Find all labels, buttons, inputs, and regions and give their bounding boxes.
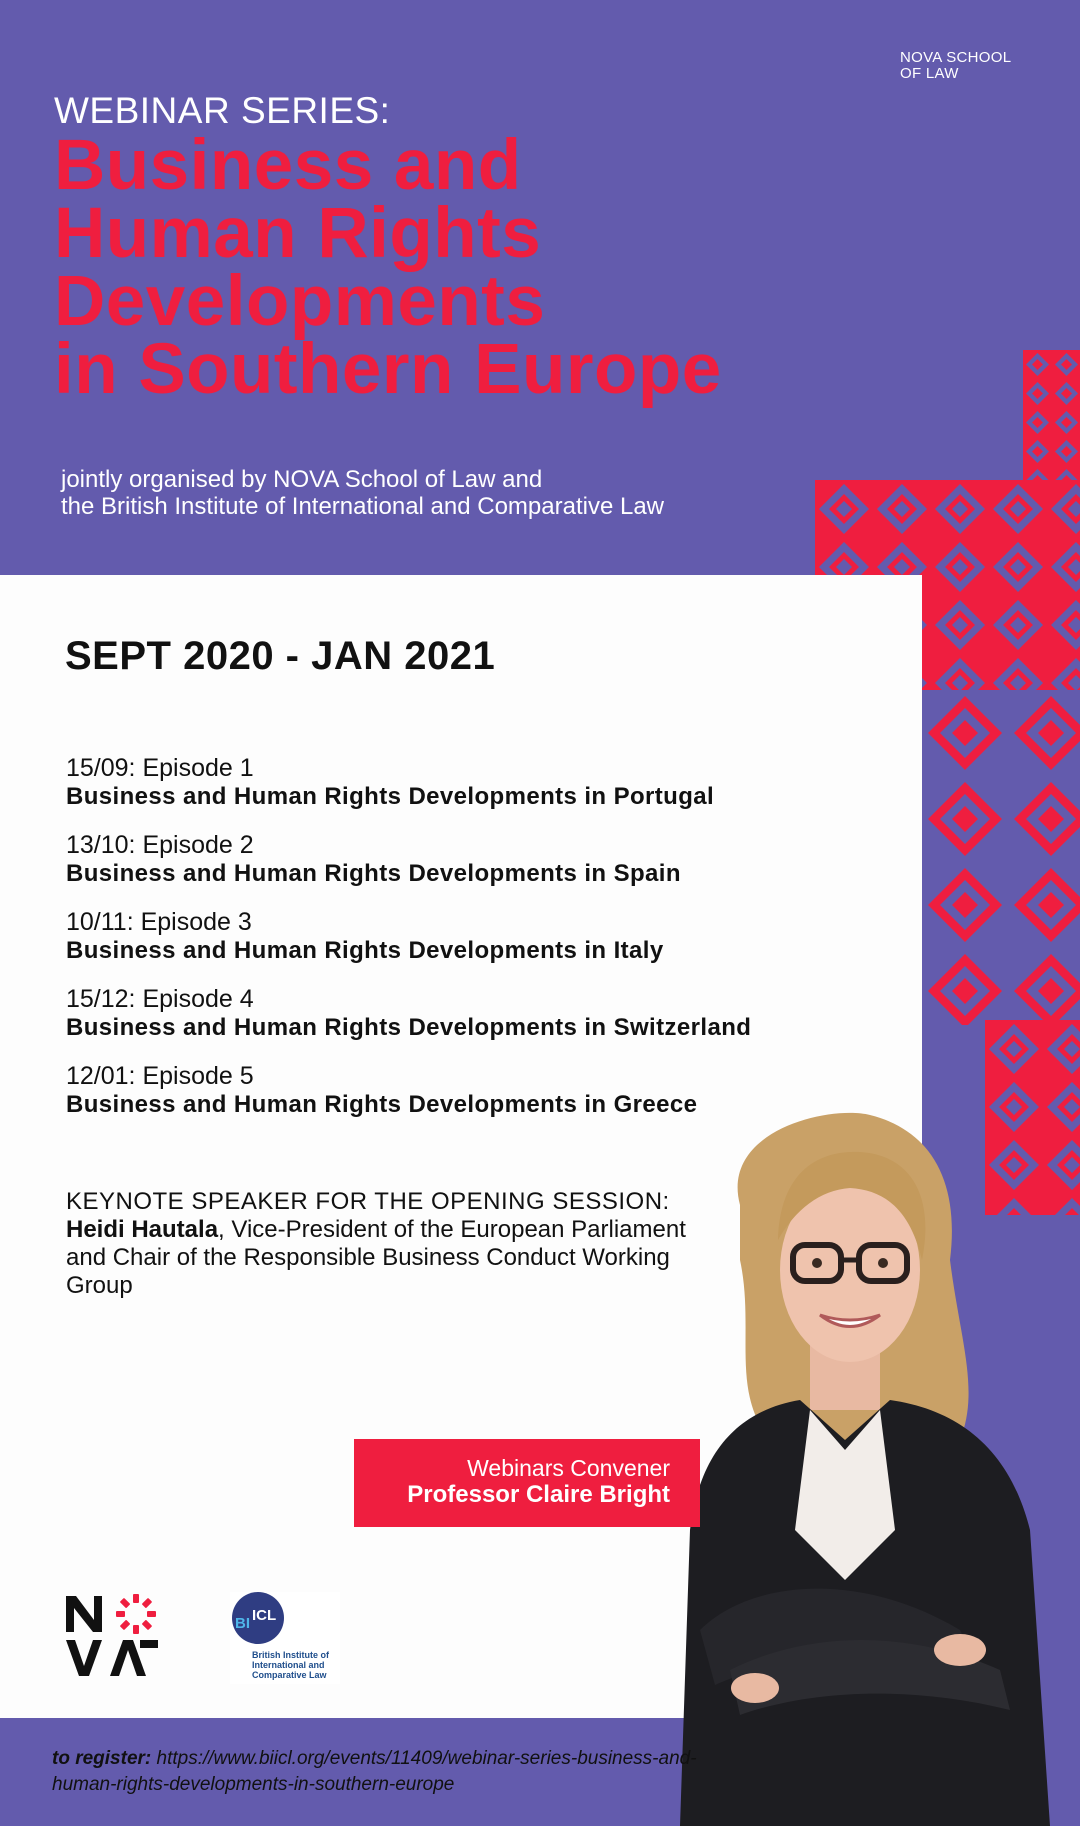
episode-title: Business and Human Rights Developments in Portugal — [66, 783, 715, 810]
episode-date: 13/10: Episode 2 — [66, 831, 254, 859]
keynote-speaker-role: , Vice-President of the European Parliament and Chair of the Responsible Business Conduct Working Group — [66, 1216, 686, 1299]
series-label: WEBINAR SERIES: — [54, 90, 391, 131]
biicl-mark-bi: BI — [235, 1615, 250, 1632]
episode-item — [66, 831, 896, 888]
biicl-logo — [230, 1592, 340, 1684]
biicl-text-line: Comparative Law — [252, 1670, 327, 1680]
organisers-text — [61, 466, 841, 520]
episode-title: Business and Human Rights Developments in Switzerland — [66, 1014, 752, 1041]
convener-role: Webinars Convener — [467, 1455, 670, 1481]
keynote-body — [66, 1216, 716, 1300]
organisers-line-2: the British Institute of International and Comparative Law — [61, 493, 664, 520]
keynote-block — [66, 1188, 716, 1300]
episode-date: 12/01: Episode 5 — [66, 1062, 254, 1090]
nova-logo-icon — [62, 1592, 162, 1680]
decorative-pattern-middle — [922, 690, 1080, 1025]
title-line-4: in Southern Europe — [54, 330, 722, 409]
episode-title: Business and Human Rights Developments in Greece — [66, 1091, 698, 1118]
biicl-logo-text — [252, 1650, 342, 1680]
episode-title: Business and Human Rights Developments in Italy — [66, 937, 664, 964]
episode-date: 15/09: Episode 1 — [66, 754, 254, 782]
biicl-text-line: International and — [252, 1660, 325, 1670]
convener-name: Professor Claire Bright — [407, 1481, 670, 1508]
school-name-top: NOVA SCHOOL OF LAW — [900, 49, 1012, 82]
title-line-3: Developments — [54, 262, 546, 341]
convener-portrait — [660, 1110, 1080, 1826]
title-line-2: Human Rights — [54, 194, 542, 273]
episode-date: 15/12: Episode 4 — [66, 985, 254, 1013]
episode-item — [66, 908, 896, 965]
register-link[interactable]: https://www.biicl.org/events/11409/webinar-series-business-and-human-rights-developments-in-southern-europe — [52, 1748, 697, 1795]
episode-list — [66, 754, 896, 1139]
registration-footer — [52, 1746, 752, 1798]
episode-title: Business and Human Rights Developments in Spain — [66, 860, 681, 887]
register-label: to register: — [52, 1748, 152, 1769]
biicl-text-line: British Institute of — [252, 1650, 329, 1660]
main-title — [54, 126, 814, 409]
organisers-line-1: jointly organised by NOVA School of Law and — [61, 466, 543, 493]
episode-item — [66, 985, 896, 1042]
title-line-1: Business and — [54, 126, 522, 205]
series-period: SEPT 2020 - JAN 2021 — [65, 634, 496, 678]
keynote-heading: KEYNOTE SPEAKER FOR THE OPENING SESSION: — [66, 1188, 670, 1215]
episode-item — [66, 754, 896, 811]
episode-date: 10/11: Episode 3 — [66, 908, 252, 936]
convener-box — [354, 1439, 700, 1527]
keynote-speaker-name: Heidi Hautala — [66, 1216, 219, 1243]
biicl-mark-icl: ICL — [252, 1607, 277, 1624]
